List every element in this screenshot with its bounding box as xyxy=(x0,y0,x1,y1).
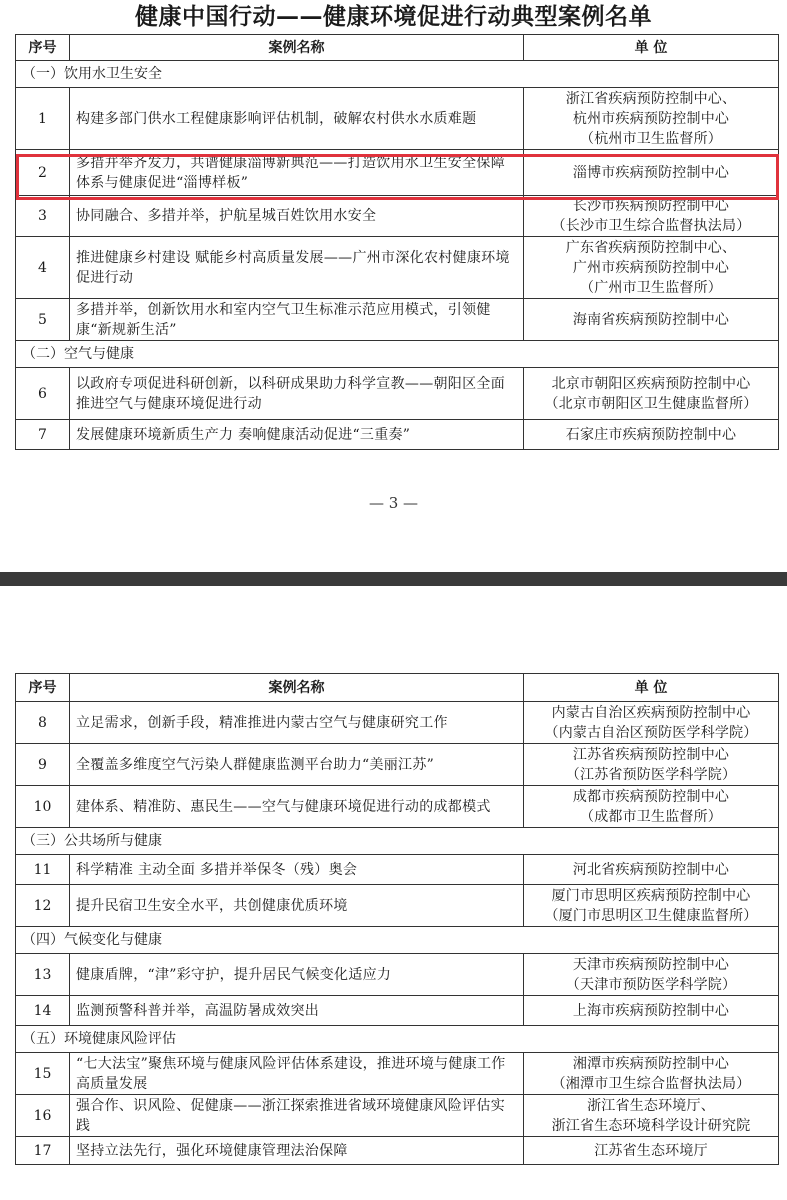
header-name: 案例名称 xyxy=(70,35,524,61)
unit-line: （厦门市思明区卫生健康监督所） xyxy=(544,907,758,924)
header-name: 案例名称 xyxy=(70,674,524,702)
table-header-row xyxy=(16,674,779,702)
unit-line: （长沙市卫生综合监督执法局） xyxy=(551,218,751,234)
unit-line: （北京市朝阳区卫生健康监督所） xyxy=(544,395,758,412)
case-name: 立足需求，创新手段，精准推进内蒙古空气与健康研究工作 xyxy=(70,702,524,744)
document-page-3 xyxy=(0,0,787,572)
case-unit xyxy=(524,954,779,996)
case-number: 12 xyxy=(16,885,70,927)
case-unit xyxy=(524,1053,779,1095)
unit-line: 广东省疾病预防控制中心、 xyxy=(565,239,737,256)
table-row xyxy=(16,786,779,828)
unit-line: 天津市疾病预防控制中心 xyxy=(572,956,730,973)
case-table-part-1 xyxy=(15,34,779,450)
case-name: 全覆盖多维度空气污染人群健康监测平台助力“美丽江苏” xyxy=(70,744,524,786)
case-number: 16 xyxy=(16,1095,70,1137)
unit-line: 北京市朝阳区疾病预防控制中心 xyxy=(551,375,751,392)
case-number: 3 xyxy=(16,196,70,237)
case-number: 1 xyxy=(16,88,70,150)
table-row xyxy=(16,885,779,927)
unit-line: 长沙市疾病预防控制中心 xyxy=(572,198,730,214)
case-name: 推进健康乡村建设 赋能乡村高质量发展——广州市深化农村健康环境促进行动 xyxy=(70,237,524,299)
table-row xyxy=(16,996,779,1026)
unit-line: 浙江省疾病预防控制中心、 xyxy=(565,90,737,107)
case-name: 强合作、识风险、促健康——浙江探索推进省域环境健康风险评估实践 xyxy=(70,1095,524,1137)
case-name: 发展健康环境新质生产力 奏响健康活动促进“三重奏” xyxy=(70,420,524,450)
case-unit xyxy=(524,744,779,786)
table-row xyxy=(16,702,779,744)
case-name: 建体系、精准防、惠民生——空气与健康环境促进行动的成都模式 xyxy=(70,786,524,828)
case-name: 监测预警科普并举，高温防暑成效突出 xyxy=(70,996,524,1026)
case-unit xyxy=(524,1095,779,1137)
case-number: 13 xyxy=(16,954,70,996)
case-unit xyxy=(524,196,779,237)
unit-line: （广州市卫生监督所） xyxy=(580,279,722,296)
case-number: 17 xyxy=(16,1137,70,1165)
case-name: 多措并举，创新饮用水和室内空气卫生标准示范应用模式，引领健康“新规新生活” xyxy=(70,299,524,341)
unit-line: 内蒙古自治区疾病预防控制中心 xyxy=(551,704,751,721)
case-unit xyxy=(524,786,779,828)
case-name: “七大法宝”聚焦环境与健康风险评估体系建设，推进环境与健康工作高质量发展 xyxy=(70,1053,524,1095)
section-row xyxy=(16,341,779,368)
case-unit xyxy=(524,88,779,150)
case-number: 6 xyxy=(16,368,70,420)
section-label: （三）公共场所与健康 xyxy=(16,828,779,855)
case-unit xyxy=(524,299,779,341)
page-number: — 3 — xyxy=(368,494,419,512)
unit-line: 广州市疾病预防控制中心 xyxy=(572,259,730,276)
table-row xyxy=(16,855,779,885)
case-unit xyxy=(524,1137,779,1165)
unit-line: 淄博市疾病预防控制中心 xyxy=(572,164,730,181)
case-number: 7 xyxy=(16,420,70,450)
section-label: （四）气候变化与健康 xyxy=(16,927,779,954)
case-unit xyxy=(524,885,779,927)
table-row xyxy=(16,954,779,996)
unit-line: 厦门市思明区疾病预防控制中心 xyxy=(551,887,751,904)
case-number: 14 xyxy=(16,996,70,1026)
table-row xyxy=(16,237,779,299)
case-name: 以政府专项促进科研创新，以科研成果助力科学宣教——朝阳区全面推进空气与健康环境促进行动 xyxy=(70,368,524,420)
unit-line: 石家庄市疾病预防控制中心 xyxy=(565,426,737,443)
section-row xyxy=(16,61,779,88)
case-unit xyxy=(524,855,779,885)
table-row xyxy=(16,1053,779,1095)
header-unit: 单 位 xyxy=(524,674,779,702)
table-row xyxy=(16,1095,779,1137)
unit-line: 成都市疾病预防控制中心 xyxy=(572,788,730,805)
table-row xyxy=(16,88,779,150)
section-row xyxy=(16,1026,779,1053)
table-row xyxy=(16,368,779,420)
case-table-part-2 xyxy=(15,673,779,1165)
section-label: （一）饮用水卫生安全 xyxy=(16,61,779,88)
case-number: 4 xyxy=(16,237,70,299)
unit-line: （江苏省预防医学科学院） xyxy=(565,766,737,783)
case-name: 坚持立法先行，强化环境健康管理法治保障 xyxy=(70,1137,524,1165)
page-separator xyxy=(0,572,787,586)
case-name: 多措并举齐发力，共谱健康淄博新典范——打造饮用水卫生安全保障体系与健康促进“淄博样板” xyxy=(70,150,524,196)
unit-line: 河北省疾病预防控制中心 xyxy=(572,861,730,878)
unit-line: 杭州市疾病预防控制中心 xyxy=(572,110,730,127)
header-num: 序号 xyxy=(16,35,70,61)
case-number: 10 xyxy=(16,786,70,828)
table-row xyxy=(16,744,779,786)
table-row xyxy=(16,150,779,196)
case-unit xyxy=(524,368,779,420)
case-number: 8 xyxy=(16,702,70,744)
unit-line: （天津市预防医学科学院） xyxy=(565,976,737,993)
case-unit xyxy=(524,702,779,744)
section-row xyxy=(16,927,779,954)
section-label: （五）环境健康风险评估 xyxy=(16,1026,779,1053)
header-num: 序号 xyxy=(16,674,70,702)
unit-line: （内蒙古自治区预防医学科学院） xyxy=(544,724,758,741)
section-label: （二）空气与健康 xyxy=(16,341,779,368)
unit-line: 江苏省生态环境厅 xyxy=(594,1142,708,1159)
case-number: 9 xyxy=(16,744,70,786)
case-name: 科学精准 主动全面 多措并举保冬（残）奥会 xyxy=(70,855,524,885)
unit-line: （杭州市卫生监督所） xyxy=(580,130,722,147)
table-header-row xyxy=(16,35,779,61)
case-number: 5 xyxy=(16,299,70,341)
case-number: 15 xyxy=(16,1053,70,1095)
case-number: 11 xyxy=(16,855,70,885)
case-name: 健康盾牌，“津”彩守护，提升居民气候变化适应力 xyxy=(70,954,524,996)
case-unit xyxy=(524,150,779,196)
header-unit: 单 位 xyxy=(524,35,779,61)
unit-line: 湘潭市疾病预防控制中心 xyxy=(572,1055,730,1072)
table-row xyxy=(16,196,779,237)
document-title: 健康中国行动——健康环境促进行动典型案例名单 xyxy=(135,3,652,30)
case-unit xyxy=(524,420,779,450)
unit-line: （成都市卫生监督所） xyxy=(580,808,722,825)
table-row xyxy=(16,299,779,341)
unit-line: 浙江省生态环境厅、 xyxy=(587,1097,715,1114)
unit-line: 浙江省生态环境科学设计研究院 xyxy=(551,1117,751,1134)
case-unit xyxy=(524,996,779,1026)
case-number: 2 xyxy=(16,150,70,196)
case-name: 提升民宿卫生安全水平，共创健康优质环境 xyxy=(70,885,524,927)
section-row xyxy=(16,828,779,855)
unit-line: 海南省疾病预防控制中心 xyxy=(572,311,730,328)
case-name: 构建多部门供水工程健康影响评估机制，破解农村供水水质难题 xyxy=(70,88,524,150)
case-unit xyxy=(524,237,779,299)
unit-line: （湘潭市卫生综合监督执法局） xyxy=(551,1075,751,1092)
unit-line: 上海市疾病预防控制中心 xyxy=(572,1002,730,1019)
table-row xyxy=(16,420,779,450)
table-row xyxy=(16,1137,779,1165)
case-name: 协同融合、多措并举，护航星城百姓饮用水安全 xyxy=(70,196,524,237)
unit-line: 江苏省疾病预防控制中心 xyxy=(572,746,730,763)
